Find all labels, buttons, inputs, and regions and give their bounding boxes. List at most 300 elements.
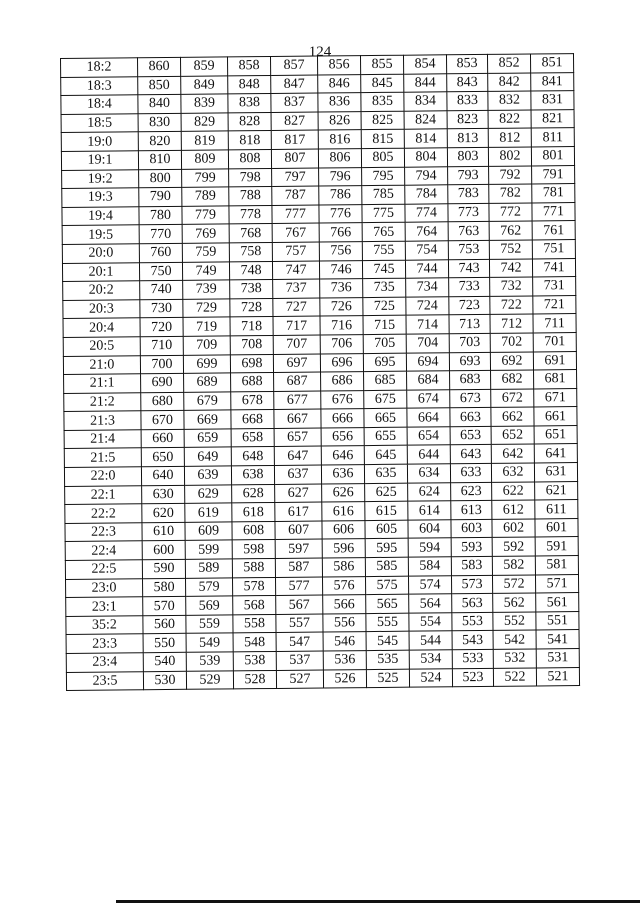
row-label-cell: 23:3 xyxy=(66,634,143,653)
value-cell: 570 xyxy=(143,597,186,616)
value-cell: 828 xyxy=(228,112,271,131)
value-cell: 541 xyxy=(536,630,579,649)
value-cell: 710 xyxy=(140,336,183,355)
value-cell: 700 xyxy=(140,355,183,374)
value-cell: 524 xyxy=(409,668,452,687)
row-label-cell: 20:1 xyxy=(62,262,139,281)
row-label-cell: 20:5 xyxy=(63,337,140,356)
value-cell: 529 xyxy=(186,670,233,689)
value-cell: 758 xyxy=(229,242,272,261)
value-cell: 778 xyxy=(229,205,272,224)
value-cell: 836 xyxy=(318,93,361,112)
value-cell: 697 xyxy=(273,354,320,373)
value-cell: 619 xyxy=(185,503,232,522)
value-cell: 802 xyxy=(488,147,531,166)
value-cell: 550 xyxy=(143,634,186,653)
value-cell: 535 xyxy=(366,650,409,669)
value-cell: 615 xyxy=(365,501,408,520)
row-label-cell: 21:3 xyxy=(64,411,141,430)
table-row xyxy=(66,667,579,691)
row-label-cell: 22:2 xyxy=(65,504,142,523)
value-cell: 842 xyxy=(488,73,531,92)
value-cell: 642 xyxy=(491,444,534,463)
row-label-cell: 21:1 xyxy=(64,374,141,393)
value-cell: 718 xyxy=(230,317,273,336)
value-cell: 729 xyxy=(183,299,230,318)
value-cell: 656 xyxy=(321,427,364,446)
value-cell: 835 xyxy=(361,92,404,111)
value-cell: 728 xyxy=(230,298,273,317)
value-cell: 785 xyxy=(362,185,405,204)
value-cell: 751 xyxy=(532,239,575,258)
value-cell: 540 xyxy=(143,652,186,671)
value-cell: 695 xyxy=(363,353,406,372)
value-cell: 706 xyxy=(320,335,363,354)
value-cell: 629 xyxy=(185,485,232,504)
value-cell: 611 xyxy=(535,500,578,519)
value-cell: 813 xyxy=(447,129,488,148)
value-cell: 658 xyxy=(231,428,274,447)
value-cell: 590 xyxy=(142,559,185,578)
value-cell: 708 xyxy=(230,335,273,354)
value-cell: 840 xyxy=(138,95,181,114)
value-cell: 854 xyxy=(403,55,446,74)
value-cell: 659 xyxy=(184,429,231,448)
value-cell: 846 xyxy=(318,74,361,93)
value-cell: 681 xyxy=(534,370,577,389)
value-cell: 847 xyxy=(271,75,318,94)
row-label-cell: 20:2 xyxy=(63,281,140,300)
value-cell: 829 xyxy=(181,113,228,132)
value-cell: 743 xyxy=(448,259,489,278)
value-cell: 652 xyxy=(491,426,534,445)
value-cell: 547 xyxy=(276,632,323,651)
row-label-cell: 19:0 xyxy=(61,132,138,151)
value-cell: 752 xyxy=(489,240,532,259)
value-cell: 774 xyxy=(405,204,448,223)
value-cell: 559 xyxy=(186,615,233,634)
value-cell: 736 xyxy=(320,279,363,298)
value-cell: 719 xyxy=(183,317,230,336)
value-cell: 671 xyxy=(534,388,577,407)
value-cell: 672 xyxy=(491,389,534,408)
value-cell: 609 xyxy=(185,522,232,541)
value-cell: 676 xyxy=(321,390,364,409)
value-cell: 580 xyxy=(142,578,185,597)
value-cell: 818 xyxy=(228,131,271,150)
value-cell: 644 xyxy=(407,445,450,464)
row-label-cell: 22:0 xyxy=(64,467,141,486)
value-cell: 641 xyxy=(534,444,577,463)
value-cell: 579 xyxy=(185,577,232,596)
value-cell: 632 xyxy=(491,463,534,482)
value-cell: 599 xyxy=(185,540,232,559)
value-cell: 820 xyxy=(138,132,181,151)
value-cell: 776 xyxy=(319,204,362,223)
value-cell: 733 xyxy=(449,278,490,297)
value-cell: 810 xyxy=(138,150,181,169)
value-cell: 855 xyxy=(360,55,403,74)
value-cell: 859 xyxy=(180,57,227,76)
value-cell: 795 xyxy=(362,167,405,186)
value-cell: 815 xyxy=(361,130,404,149)
value-cell: 759 xyxy=(182,243,229,262)
value-cell: 716 xyxy=(320,316,363,335)
value-cell: 522 xyxy=(493,668,536,687)
value-cell: 731 xyxy=(533,277,576,296)
value-cell: 725 xyxy=(363,297,406,316)
value-cell: 647 xyxy=(274,446,321,465)
row-label-cell: 20:4 xyxy=(63,318,140,337)
value-cell: 707 xyxy=(273,335,320,354)
value-cell: 711 xyxy=(533,314,576,333)
value-cell: 803 xyxy=(447,147,488,166)
value-cell: 606 xyxy=(322,520,365,539)
value-cell: 616 xyxy=(322,502,365,521)
value-cell: 754 xyxy=(405,241,448,260)
value-cell: 822 xyxy=(488,110,531,129)
value-cell: 544 xyxy=(409,631,452,650)
value-cell: 761 xyxy=(532,221,575,240)
value-cell: 618 xyxy=(232,503,275,522)
value-cell: 694 xyxy=(406,352,449,371)
value-cell: 699 xyxy=(183,354,230,373)
value-cell: 673 xyxy=(450,389,491,408)
value-cell: 604 xyxy=(408,520,451,539)
value-cell: 674 xyxy=(407,389,450,408)
value-cell: 807 xyxy=(271,149,318,168)
value-cell: 598 xyxy=(232,540,275,559)
value-cell: 837 xyxy=(271,93,318,112)
value-cell: 779 xyxy=(182,206,229,225)
bottom-edge-line xyxy=(116,900,640,903)
value-cell: 623 xyxy=(451,482,492,501)
value-cell: 714 xyxy=(406,315,449,334)
row-label-cell: 22:5 xyxy=(65,560,142,579)
value-cell: 527 xyxy=(276,670,323,689)
row-label-cell: 23:1 xyxy=(66,597,143,616)
value-cell: 682 xyxy=(491,370,534,389)
value-cell: 735 xyxy=(363,278,406,297)
value-cell: 853 xyxy=(446,54,487,73)
value-cell: 677 xyxy=(274,391,321,410)
value-cell: 770 xyxy=(139,225,182,244)
value-cell: 841 xyxy=(531,72,574,91)
value-cell: 727 xyxy=(273,298,320,317)
value-cell: 773 xyxy=(448,203,489,222)
value-cell: 843 xyxy=(447,73,488,92)
value-cell: 543 xyxy=(452,631,493,650)
value-cell: 794 xyxy=(405,166,448,185)
value-cell: 575 xyxy=(365,576,408,595)
value-cell: 845 xyxy=(361,74,404,93)
value-cell: 660 xyxy=(141,429,184,448)
value-cell: 603 xyxy=(451,519,492,538)
value-cell: 625 xyxy=(365,483,408,502)
value-cell: 816 xyxy=(318,130,361,149)
value-cell: 684 xyxy=(407,371,450,390)
value-cell: 627 xyxy=(275,484,322,503)
value-cell: 786 xyxy=(319,186,362,205)
value-cell: 548 xyxy=(233,633,276,652)
value-cell: 624 xyxy=(408,482,451,501)
value-cell: 833 xyxy=(447,92,488,111)
value-cell: 753 xyxy=(448,240,489,259)
value-cell: 564 xyxy=(409,594,452,613)
value-cell: 850 xyxy=(138,76,181,95)
value-cell: 571 xyxy=(535,574,578,593)
value-cell: 617 xyxy=(275,502,322,521)
value-cell: 799 xyxy=(182,168,229,187)
value-cell: 857 xyxy=(270,56,317,75)
value-cell: 767 xyxy=(272,223,319,242)
value-cell: 560 xyxy=(143,615,186,634)
value-cell: 558 xyxy=(233,614,276,633)
value-cell: 798 xyxy=(229,168,272,187)
value-cell: 556 xyxy=(323,613,366,632)
value-cell: 848 xyxy=(228,75,271,94)
value-cell: 852 xyxy=(487,54,530,73)
row-label-cell: 21:4 xyxy=(64,430,141,449)
value-cell: 662 xyxy=(491,407,534,426)
value-cell: 780 xyxy=(139,206,182,225)
value-cell: 777 xyxy=(272,205,319,224)
value-cell: 578 xyxy=(232,577,275,596)
row-label-cell: 18:2 xyxy=(61,58,138,77)
value-cell: 586 xyxy=(322,558,365,577)
value-cell: 775 xyxy=(362,204,405,223)
value-cell: 764 xyxy=(405,222,448,241)
value-cell: 789 xyxy=(182,187,229,206)
value-cell: 724 xyxy=(406,296,449,315)
value-cell: 720 xyxy=(140,318,183,337)
value-cell: 790 xyxy=(139,187,182,206)
value-cell: 814 xyxy=(404,129,447,148)
value-cell: 562 xyxy=(493,593,536,612)
row-label-cell: 19:3 xyxy=(62,188,139,207)
value-cell: 602 xyxy=(492,519,535,538)
value-cell: 634 xyxy=(407,464,450,483)
value-cell: 591 xyxy=(535,537,578,556)
value-cell: 650 xyxy=(141,448,184,467)
value-cell: 528 xyxy=(233,670,276,689)
value-cell: 525 xyxy=(366,669,409,688)
value-cell: 812 xyxy=(488,128,531,147)
value-cell: 533 xyxy=(452,649,493,668)
value-cell: 526 xyxy=(323,669,366,688)
value-cell: 704 xyxy=(406,334,449,353)
value-cell: 561 xyxy=(536,593,579,612)
score-table xyxy=(60,53,580,691)
value-cell: 742 xyxy=(489,259,532,278)
value-cell: 581 xyxy=(535,556,578,575)
value-cell: 665 xyxy=(364,408,407,427)
row-label-cell: 35:2 xyxy=(66,616,143,635)
value-cell: 804 xyxy=(404,148,447,167)
value-cell: 698 xyxy=(230,354,273,373)
row-label-cell: 20:3 xyxy=(63,299,140,318)
value-cell: 601 xyxy=(535,518,578,537)
row-label-cell: 21:5 xyxy=(64,448,141,467)
value-cell: 793 xyxy=(448,166,489,185)
value-cell: 532 xyxy=(493,649,536,668)
value-cell: 849 xyxy=(181,75,228,94)
value-cell: 613 xyxy=(451,501,492,520)
value-cell: 738 xyxy=(230,280,273,299)
value-cell: 628 xyxy=(232,484,275,503)
value-cell: 712 xyxy=(490,314,533,333)
value-cell: 722 xyxy=(490,296,533,315)
value-cell: 523 xyxy=(452,668,493,687)
value-cell: 631 xyxy=(534,463,577,482)
value-cell: 713 xyxy=(449,315,490,334)
value-cell: 703 xyxy=(449,333,490,352)
value-cell: 636 xyxy=(321,465,364,484)
value-cell: 585 xyxy=(365,557,408,576)
row-label-cell: 21:2 xyxy=(64,392,141,411)
value-cell: 797 xyxy=(272,168,319,187)
value-cell: 607 xyxy=(275,521,322,540)
row-label-cell: 23:0 xyxy=(66,578,143,597)
value-cell: 689 xyxy=(184,373,231,392)
value-cell: 721 xyxy=(533,295,576,314)
value-cell: 588 xyxy=(232,558,275,577)
value-cell: 757 xyxy=(272,242,319,261)
value-cell: 553 xyxy=(452,612,493,631)
value-cell: 626 xyxy=(322,483,365,502)
value-cell: 612 xyxy=(492,500,535,519)
value-cell: 756 xyxy=(319,242,362,261)
value-cell: 769 xyxy=(182,224,229,243)
value-cell: 589 xyxy=(185,559,232,578)
value-cell: 545 xyxy=(366,632,409,651)
value-cell: 600 xyxy=(142,541,185,560)
value-cell: 582 xyxy=(492,556,535,575)
value-cell: 521 xyxy=(536,667,579,686)
value-cell: 749 xyxy=(182,261,229,280)
value-cell: 670 xyxy=(141,411,184,430)
value-cell: 796 xyxy=(319,167,362,186)
value-cell: 844 xyxy=(404,73,447,92)
value-cell: 554 xyxy=(409,613,452,632)
row-label-cell: 19:5 xyxy=(62,225,139,244)
value-cell: 666 xyxy=(321,409,364,428)
row-label-cell: 22:1 xyxy=(65,485,142,504)
value-cell: 546 xyxy=(323,632,366,651)
value-cell: 594 xyxy=(408,538,451,557)
value-cell: 858 xyxy=(227,56,270,75)
value-cell: 610 xyxy=(142,522,185,541)
value-cell: 551 xyxy=(536,611,579,630)
value-cell: 568 xyxy=(233,596,276,615)
value-cell: 664 xyxy=(407,408,450,427)
value-cell: 851 xyxy=(530,54,573,73)
value-cell: 827 xyxy=(271,112,318,131)
value-cell: 755 xyxy=(362,241,405,260)
value-cell: 648 xyxy=(231,447,274,466)
value-cell: 782 xyxy=(489,184,532,203)
value-cell: 688 xyxy=(231,373,274,392)
value-cell: 621 xyxy=(535,481,578,500)
value-cell: 691 xyxy=(533,351,576,370)
value-cell: 552 xyxy=(493,612,536,631)
value-cell: 831 xyxy=(531,91,574,110)
value-cell: 766 xyxy=(319,223,362,242)
value-cell: 639 xyxy=(184,466,231,485)
value-cell: 655 xyxy=(364,427,407,446)
value-cell: 763 xyxy=(448,222,489,241)
value-cell: 832 xyxy=(488,91,531,110)
value-cell: 817 xyxy=(271,130,318,149)
value-cell: 834 xyxy=(404,92,447,111)
value-cell: 569 xyxy=(186,596,233,615)
value-cell: 784 xyxy=(405,185,448,204)
value-cell: 702 xyxy=(490,333,533,352)
row-label-cell: 23:5 xyxy=(66,671,143,690)
value-cell: 746 xyxy=(319,260,362,279)
value-cell: 787 xyxy=(272,186,319,205)
value-cell: 811 xyxy=(531,128,574,147)
value-cell: 595 xyxy=(365,539,408,558)
row-label-cell: 18:3 xyxy=(61,76,138,95)
value-cell: 750 xyxy=(139,262,182,281)
value-cell: 678 xyxy=(231,391,274,410)
row-label-cell: 19:4 xyxy=(62,206,139,225)
value-cell: 537 xyxy=(276,651,323,670)
value-cell: 635 xyxy=(364,464,407,483)
value-cell: 823 xyxy=(447,110,488,129)
value-cell: 657 xyxy=(274,428,321,447)
row-label-cell: 18:5 xyxy=(61,114,138,133)
value-cell: 687 xyxy=(274,372,321,391)
row-label-cell: 18:4 xyxy=(61,95,138,114)
value-cell: 574 xyxy=(408,575,451,594)
value-cell: 768 xyxy=(229,224,272,243)
value-cell: 744 xyxy=(405,259,448,278)
value-cell: 567 xyxy=(276,595,323,614)
value-cell: 723 xyxy=(449,296,490,315)
value-cell: 675 xyxy=(364,390,407,409)
value-cell: 538 xyxy=(233,651,276,670)
value-cell: 640 xyxy=(141,466,184,485)
value-cell: 622 xyxy=(492,482,535,501)
value-cell: 667 xyxy=(274,409,321,428)
page-number: 124 xyxy=(308,44,332,60)
value-cell: 800 xyxy=(139,169,182,188)
value-cell: 576 xyxy=(322,576,365,595)
value-cell: 821 xyxy=(531,109,574,128)
value-cell: 565 xyxy=(366,594,409,613)
value-cell: 772 xyxy=(489,203,532,222)
value-cell: 730 xyxy=(140,299,183,318)
value-cell: 573 xyxy=(451,575,492,594)
value-cell: 597 xyxy=(275,539,322,558)
value-cell: 536 xyxy=(323,651,366,670)
value-cell: 669 xyxy=(184,410,231,429)
value-cell: 663 xyxy=(450,408,491,427)
value-cell: 587 xyxy=(275,558,322,577)
value-cell: 838 xyxy=(228,94,271,113)
value-cell: 783 xyxy=(448,185,489,204)
value-cell: 801 xyxy=(531,147,574,166)
value-cell: 534 xyxy=(409,650,452,669)
value-cell: 741 xyxy=(532,258,575,277)
value-cell: 592 xyxy=(492,537,535,556)
value-cell: 566 xyxy=(323,595,366,614)
value-cell: 740 xyxy=(140,280,183,299)
value-cell: 645 xyxy=(364,446,407,465)
value-cell: 745 xyxy=(362,260,405,279)
